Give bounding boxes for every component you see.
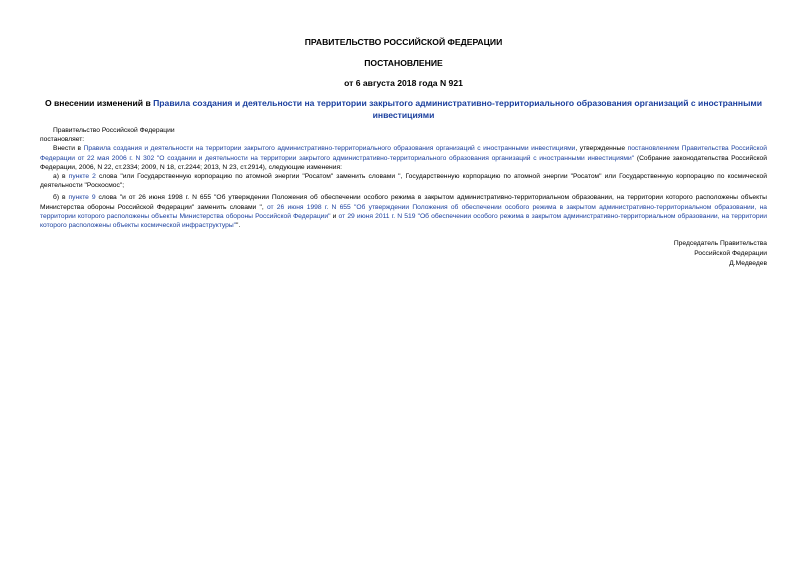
paragraph-text: Внести в [53,145,84,153]
paragraph-text: слова "и от 26 июня 1998 г. N 655 "Об утверждении Положения об обеспечении особого режима в закрытом административно-территориальном образовании, на территории которого расположены объекты Министерства обороны Российской Федерации" заменить словами ", [40,194,767,211]
document-body [40,126,767,230]
rules-link[interactable]: Правила создания и деятельности на территории закрытого административно-территориального образования организаций с иностранными инвестициями [83,145,576,153]
paragraph-text: (Собрание законодательства Российской Федерации, 2006, N 22, ст.2334; 2009, N 18, ст.2244; 2013, N 23, ст.2914), следующие изменения: [40,154,767,171]
clause-9-link[interactable]: пункте 9 [68,194,96,202]
paragraph-item-b [40,193,767,230]
date-number-heading: от 6 августа 2018 года N 921 [344,78,463,88]
title-rules-link[interactable]: Правила создания и деятельности на территории закрытого административно-территориального образования организаций с иностранными инвестициями [153,98,763,120]
paragraph-text: а) в [53,173,69,181]
paragraph-amendments [40,144,767,172]
signature-name: Д.Медведев [729,260,767,267]
resolution-302-link[interactable]: постановлением Правительства Российской Федерации от 22 мая 2006 г. N 302 "О создании и деятельности на территории закрытого административно-территориального образования организаций с иностранными инвестициями" [40,145,767,162]
signature-block [674,239,767,269]
title-prefix: О внесении изменений в [44,98,154,108]
preamble-line-1: Правительство Российской Федерации [53,127,175,134]
preamble-line-2: постановляет: [40,136,85,144]
paragraph-text: и [330,212,339,220]
document-title [40,97,767,121]
paragraph-text: , утвержденные [575,145,628,153]
signature-position: Председатель Правительства [673,240,767,247]
resolution-519-link[interactable]: от 29 июня 2011 г. N 519 "Об обеспечении особого режима в закрытом административно-территориальном образовании, на территории которого расположены объекты космической инфраструктуры" [40,212,768,230]
signature-organization: Российской Федерации [694,250,767,257]
paragraph-item-a [40,172,767,190]
paragraph-text: б) в [53,194,69,202]
paragraph-text: ". [236,222,241,230]
clause-2-link[interactable]: пункте 2 [68,173,96,181]
government-heading: ПРАВИТЕЛЬСТВО РОССИЙСКОЙ ФЕДЕРАЦИИ [304,37,503,47]
document-type-heading: ПОСТАНОВЛЕНИЕ [364,58,443,68]
resolution-655-link[interactable]: от 26 июня 1998 г. N 655 "Об утверждении Положения об обеспечении особого режима в закрытом административно-территориальном образовании, на территории которого расположены объекты Министерства обороны Российской Федерации" [40,203,768,220]
paragraph-text: слова "или Государственную корпорацию по атомной энергии "Росатом" заменить словами ", Государственную корпорацию по атомной энергии "Росатом" или Государственную корпорацию по космической деятельности "Роскосмос"; [40,173,767,190]
